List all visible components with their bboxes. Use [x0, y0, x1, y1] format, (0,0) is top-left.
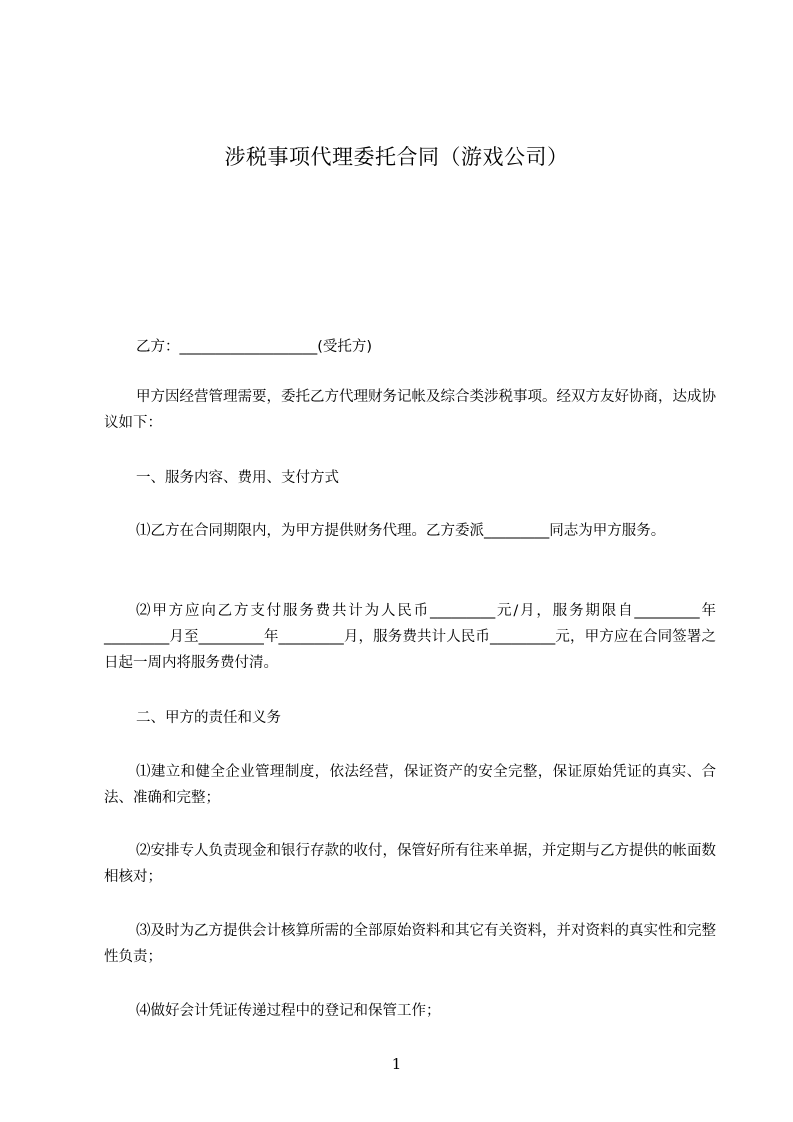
section-2-item-1: ⑴建立和健全企业管理制度，依法经营，保证资产的安全完整，保证原始凭证的真实、合法、准确和完整；: [104, 764, 716, 806]
page-number: 1: [391, 1055, 402, 1073]
section-1-item-2: ⑵甲方应向乙方支付服务费共计为人民币_________元/月，服务期限自_________年_________月至_________年_________月，服务费共计人民币_________元，甲方应在合同签署之日起一周内将服务费付清。: [104, 603, 716, 671]
page-title: 涉税事项代理委托合同（游戏公司）: [224, 145, 569, 169]
section-2-item-3: ⑶及时为乙方提供会计核算所需的全部原始资料和其它有关资料，并对资料的真实性和完整性负责；: [104, 923, 716, 965]
section-2-item-4: ⑷做好会计凭证传递过程中的登记和保管工作；: [136, 1003, 441, 1019]
intro-paragraph: 甲方因经营管理需要，委托乙方代理财务记帐及综合类涉税事项。经双方友好协商，达成协议如下：: [104, 389, 716, 431]
section-1-item-1: ⑴乙方在合同期限内，为甲方提供财务代理。乙方委派_________同志为甲方服务。: [136, 523, 666, 539]
section-1-heading: 一、服务内容、费用、支付方式: [136, 470, 339, 486]
party-b-line: 乙方：___________________(受托方): [136, 339, 373, 355]
section-2-item-2: ⑵安排专人负责现金和银行存款的收付，保管好所有往来单据，并定期与乙方提供的帐面数相核对；: [104, 843, 716, 885]
section-2-heading: 二、甲方的责任和义务: [136, 710, 281, 726]
